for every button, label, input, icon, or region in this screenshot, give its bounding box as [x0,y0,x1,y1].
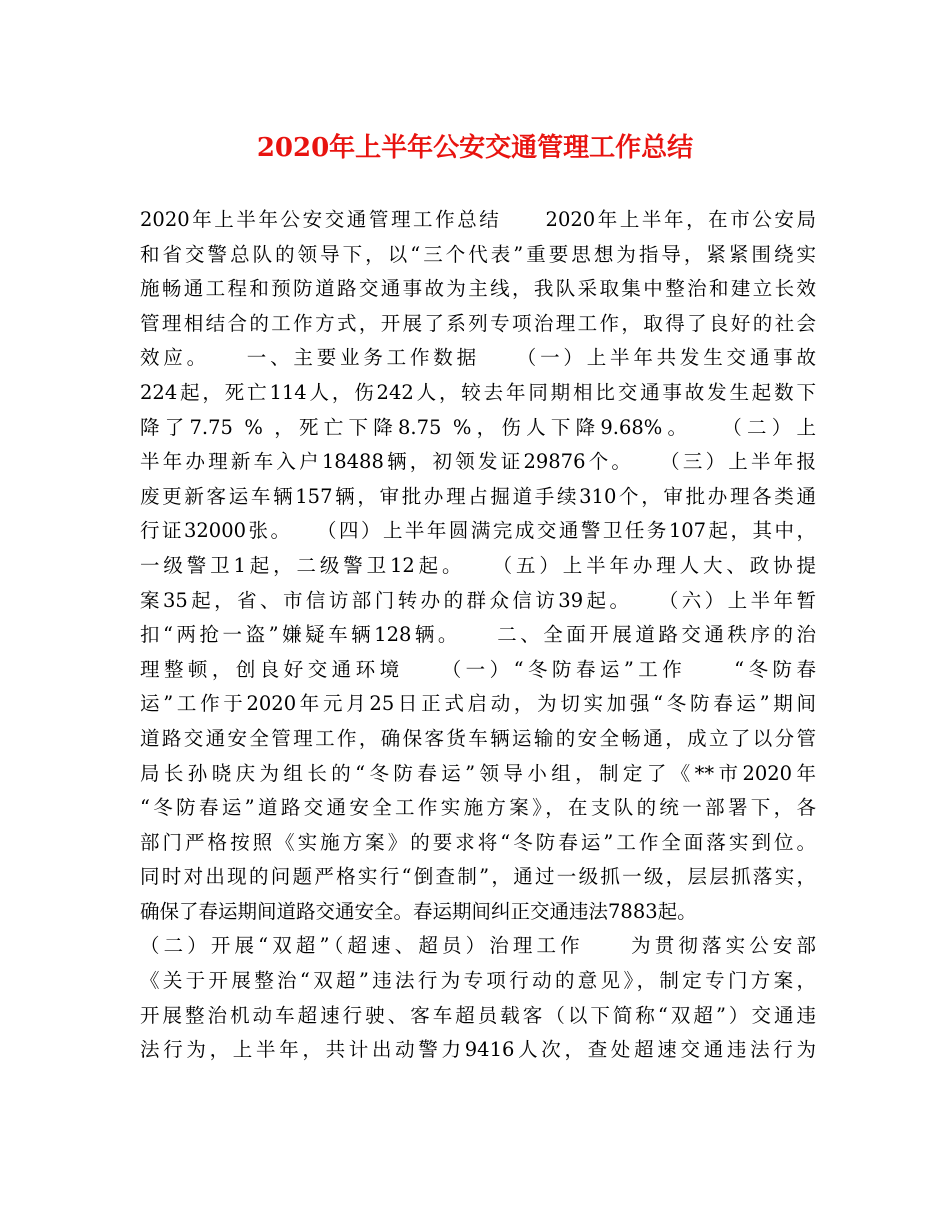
body-line: 一级警卫1起，二级警卫12起。 （五）上半年办理人大、政协提 [140,553,816,577]
body-line: 效应。 一、主要业务工作数据 （一）上半年共发生交通事故 [140,346,816,370]
body-line: 管理相结合的工作方式，开展了系列专项治理工作，取得了良好的社会 [140,311,816,335]
body-line: 扣“两抢一盗”嫌疑车辆128辆。 二、全面开展道路交通秩序的治 [140,623,816,647]
body-line: 行证32000张。 （四）上半年圆满完成交通警卫任务107起，其中， [140,519,816,543]
body-line: 开展整治机动车超速行驶、客车超员载客（以下简称“双超”）交通违 [140,1003,816,1027]
body-line: 和省交警总队的领导下，以“三个代表”重要思想为指导，紧紧围绕实 [140,242,816,266]
body-line: 废更新客运车辆157辆，审批办理占掘道手续310个，审批办理各类通 [140,484,816,508]
body-line: 同时对出现的问题严格实行“倒查制”，通过一级抓一级，层层抓落实， [140,865,816,889]
body-line: 运”工作于2020年元月25日正式启动，为切实加强“冬防春运”期间 [140,692,816,716]
body-line: 2020年上半年公安交通管理工作总结 2020年上半年，在市公安局 [140,208,816,231]
body-line: 法行为，上半年，共计出动警力9416人次，查处超速交通违法行为 [140,1038,816,1062]
body-line: 道路交通安全管理工作，确保客货车辆运输的安全畅通，成立了以分管 [140,726,816,750]
body-line: 《关于开展整治“双超”违法行为专项行动的意见》，制定专门方案， [140,969,816,993]
document-title: 2020年上半年公安交通管理工作总结 [256,133,694,163]
document-body [140,203,816,1068]
body-line: 确保了春运期间道路交通安全。春运期间纠正交通违法7883起。 [140,899,697,923]
body-line: 降了7.75 % ，死亡下降8.75 %，伤人下降9.68%。 （二）上 [140,415,816,439]
body-line: 案35起，省、市信访部门转办的群众信访39起。 （六）上半年暂 [140,588,816,612]
body-line: 半年办理新车入户18488辆，初领发证29876个。 （三）上半年报 [140,450,816,474]
body-line: 局长孙晓庆为组长的“冬防春运”领导小组，制定了《**市2020年 [140,761,816,785]
body-line: 部门严格按照《实施方案》的要求将“冬防春运”工作全面落实到位。 [140,830,816,854]
body-line: 施畅通工程和预防道路交通事故为主线，我队采取集中整治和建立长效 [140,277,816,301]
body-line: 224起，死亡114人，伤242人，较去年同期相比交通事故发生起数下 [140,380,816,404]
body-line: 理整顿，创良好交通环境 （一）“冬防春运”工作 “冬防春 [140,657,816,681]
body-line: （二）开展“双超”（超速、超员）治理工作 为贯彻落实公安部 [140,934,816,958]
body-line: “冬防春运”道路交通安全工作实施方案》，在支队的统一部署下，各 [140,796,816,820]
